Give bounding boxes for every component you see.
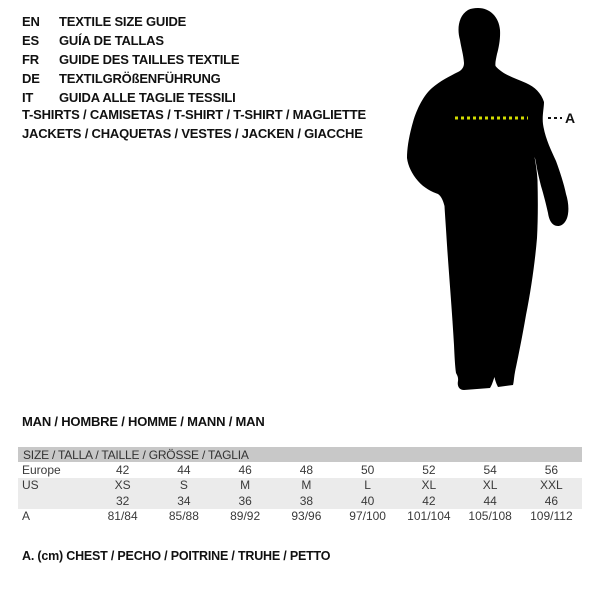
table-cell: L bbox=[364, 478, 371, 493]
section-heading: MAN / HOMBRE / HOMME / MANN / MAN bbox=[22, 414, 265, 429]
table-cell: 56 bbox=[544, 462, 559, 477]
language-label: GUÍA DE TALLAS bbox=[59, 33, 164, 48]
table-row-us bbox=[18, 478, 582, 494]
measure-label-a: A bbox=[565, 110, 576, 126]
chest-footnote: A. (cm) CHEST / PECHO / POITRINE / TRUHE / PETTO bbox=[22, 549, 331, 563]
category-tshirts: T-SHIRTS / CAMISETAS / T-SHIRT / T-SHIRT / MAGLIETTE bbox=[22, 107, 366, 122]
table-cell: 46 bbox=[238, 462, 252, 477]
table-cell: 32 bbox=[115, 493, 130, 508]
row-label: Europe bbox=[22, 462, 61, 477]
table-cell: M bbox=[240, 478, 251, 493]
table-cell: 81/84 bbox=[107, 509, 138, 524]
language-code: DE bbox=[22, 71, 40, 86]
table-cell: S bbox=[179, 478, 188, 493]
table-cell: 85/88 bbox=[168, 509, 199, 524]
table-cell: 54 bbox=[483, 462, 497, 477]
table-cell: XL bbox=[482, 478, 498, 493]
table-cell: 40 bbox=[360, 493, 375, 508]
table-cell: 50 bbox=[360, 462, 375, 477]
category-jackets: JACKETS / CHAQUETAS / VESTES / JACKEN / GIACCHE bbox=[22, 126, 363, 141]
figure-svg bbox=[398, 0, 598, 400]
table-cell: 89/92 bbox=[230, 509, 261, 524]
table-cell: 93/96 bbox=[291, 509, 322, 524]
language-code: IT bbox=[22, 90, 34, 105]
table-cell: 101/104 bbox=[407, 509, 451, 524]
language-row-de bbox=[22, 69, 239, 88]
table-cell: 34 bbox=[177, 493, 191, 508]
table-cell: 46 bbox=[544, 493, 559, 508]
male-silhouette-figure bbox=[398, 0, 598, 400]
table-cell: 42 bbox=[115, 462, 130, 477]
language-label: GUIDE DES TAILLES TEXTILE bbox=[59, 52, 240, 67]
language-code: FR bbox=[22, 52, 39, 67]
language-label: TEXTILE SIZE GUIDE bbox=[59, 14, 187, 29]
table-cell: XL bbox=[421, 478, 437, 493]
table-header: SIZE / TALLA / TAILLE / GRÖSSE / TAGLIA bbox=[18, 447, 582, 462]
table-cell: M bbox=[301, 478, 312, 493]
language-code: EN bbox=[22, 14, 40, 29]
table-cell: 105/108 bbox=[468, 509, 512, 524]
table-cell: 36 bbox=[238, 493, 252, 508]
table-cell: 48 bbox=[299, 462, 314, 477]
table-cell: 44 bbox=[177, 462, 191, 477]
table-cell: 38 bbox=[299, 493, 314, 508]
language-label: GUIDA ALLE TAGLIE TESSILI bbox=[59, 90, 236, 105]
row-label: US bbox=[22, 478, 39, 493]
table-cell: 52 bbox=[422, 462, 436, 477]
table-row-numeric bbox=[18, 493, 582, 509]
language-row-fr bbox=[22, 50, 239, 69]
language-row-es bbox=[22, 31, 239, 50]
man-silhouette bbox=[407, 8, 568, 390]
table-cell: 97/100 bbox=[349, 509, 386, 524]
language-code: ES bbox=[22, 33, 39, 48]
size-table bbox=[18, 447, 582, 524]
table-cell: 109/112 bbox=[530, 509, 573, 524]
table-cell: XXL bbox=[540, 478, 563, 493]
row-label: A bbox=[22, 509, 31, 524]
language-row-en bbox=[22, 12, 239, 31]
table-cell: 44 bbox=[483, 493, 497, 508]
table-cell: XS bbox=[114, 478, 131, 493]
language-list bbox=[22, 12, 239, 107]
language-label: TEXTILGRÖßENFÜHRUNG bbox=[59, 71, 221, 86]
table-row-chest-a bbox=[18, 509, 582, 525]
table-row-europe bbox=[18, 462, 582, 478]
table-cell: 42 bbox=[422, 493, 436, 508]
category-lines bbox=[22, 105, 366, 143]
